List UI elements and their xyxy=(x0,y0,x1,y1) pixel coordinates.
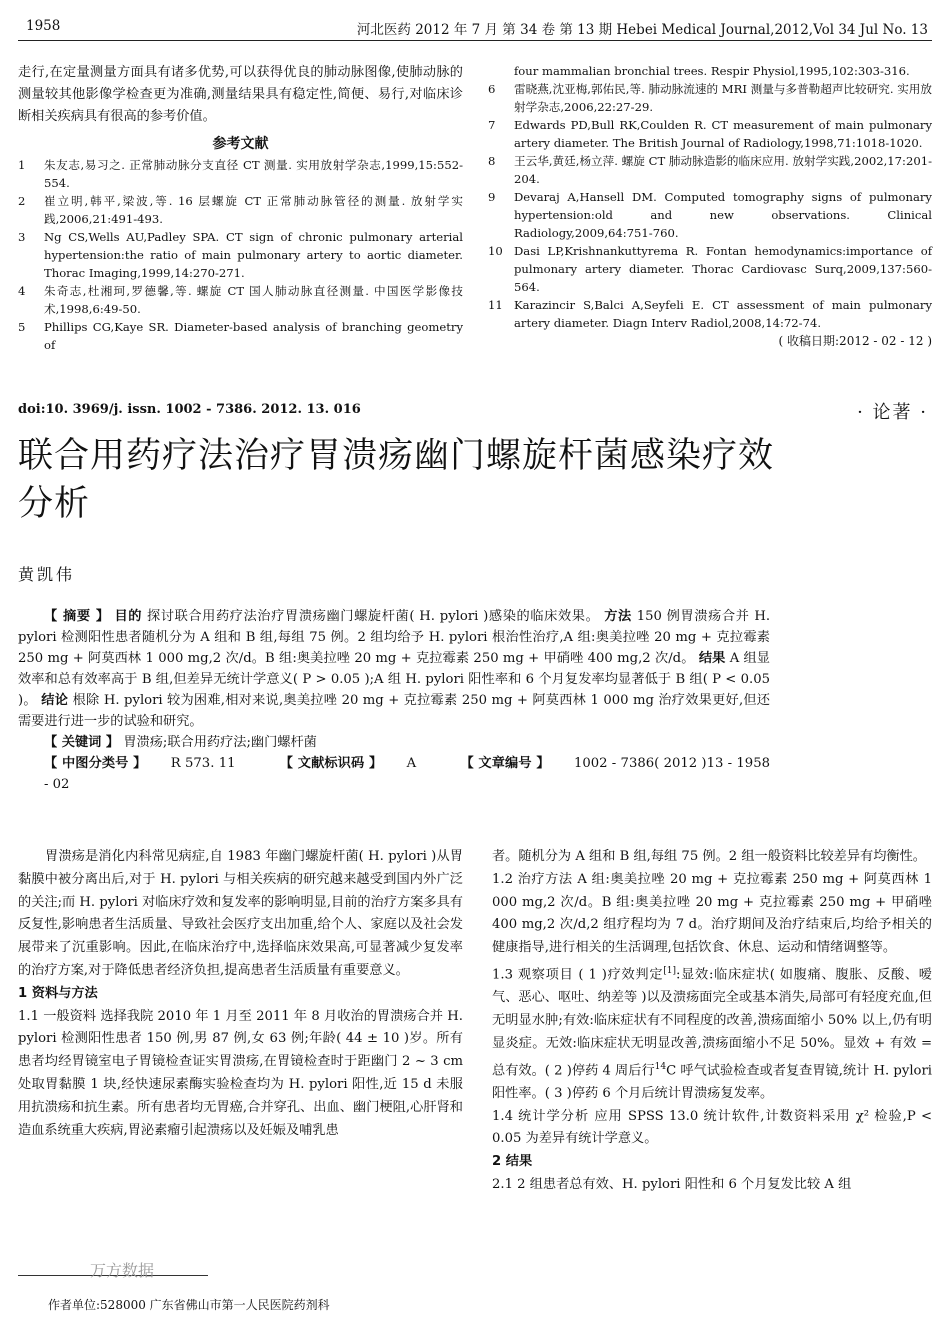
reference-item xyxy=(18,228,463,282)
classification-row xyxy=(18,753,770,795)
reference-number: 2 xyxy=(18,194,26,208)
article-title: 联合用药疗法治疗胃溃疡幽门螺旋杆菌感染疗效分析 xyxy=(18,436,775,524)
keywords-label: 【 关键词 】 xyxy=(44,735,120,750)
reference-number: 5 xyxy=(18,320,26,334)
clc-label: 【 中图分类号 】 xyxy=(44,756,147,771)
section-1-4-label: 1.4 统计学分析 xyxy=(492,1108,590,1124)
body-left-column xyxy=(18,846,463,1142)
reference-number: 11 xyxy=(488,298,503,312)
abstract xyxy=(18,606,770,795)
reference-list-left xyxy=(18,156,463,354)
section-1-1 xyxy=(18,1006,463,1143)
section-1-3-text-b: :显效:临床症状( 如腹痛、腹胀、反酸、嗳气、恶心、呕吐、纳差等 )以及溃疡面完全或基本消失,局部可有轻度充血,但无明显水肿;有效:临床症状有不同程度的改善,溃疡面缩小 50% 以上,仍有明显炎症。无效:临床症状无明显改善,溃疡面缩小不足 50%。显效 + 有效 = 总有效。( 2 )停药 4 周后行 xyxy=(492,967,932,1078)
abstract-label: 【 摘要 】 xyxy=(44,609,110,624)
author-affiliation-footnote: 作者单位:528000 广东省佛山市第一人民医院药剂科 xyxy=(48,1298,330,1312)
reference-item xyxy=(18,156,463,192)
reference-text: Devaraj A,Hansell DM. Computed tomography signs of pulmonary hypertension:old and new observations. Clinical Radiology,2009,64:751-760. xyxy=(514,190,932,240)
running-header xyxy=(18,12,932,41)
prev-article-left-column xyxy=(18,62,463,354)
reference-number: 9 xyxy=(488,190,496,204)
reference-item xyxy=(488,296,932,332)
section-1-2 xyxy=(492,869,932,960)
section-1-3-text-c: C 呼气试验检查或者复查胃镜,统计 H. pylori 阳性率。( 3 )停药 6 个月后统计胃溃疡复发率。 xyxy=(492,1062,933,1101)
reference-continuation: four mammalian bronchial trees. Respir Physiol,1995,102:303-316. xyxy=(514,64,910,78)
reference-item xyxy=(18,282,463,318)
doi: doi:10. 3969/j. issn. 1002 - 7386. 2012. 13. 016 xyxy=(18,402,361,417)
section-1-3 xyxy=(492,960,932,1106)
reference-item xyxy=(488,188,932,242)
objective-text: 探讨联合用药疗法治疗胃溃疡幽门螺旋杆菌( H. pylori )感染的临床效果。 xyxy=(146,609,600,624)
reference-number: 7 xyxy=(488,118,496,132)
reference-number: 6 xyxy=(488,82,496,96)
section-1-2-label: 1.2 治疗方法 xyxy=(492,871,573,887)
reference-text: 朱友志,易习之. 正常肺动脉分支直径 CT 测量. 实用放射学杂志,1999,15:552-554. xyxy=(44,158,463,190)
method-label: 方法 xyxy=(604,609,632,624)
result-text: A 组显效率和总有效率高于 B 组,但差异无统计学意义( P > 0.05 );A 组 H. pylori 阳性率和 6 个月复发率均显著低于 B 组( P < 0.05 )。 xyxy=(18,651,770,708)
reference-number: 10 xyxy=(488,244,503,258)
body-right-column xyxy=(492,846,932,1197)
prev-article-closing: 走行,在定量测量方面具有诸多优势,可以获得优良的肺动脉图像,使肺动脉的测量较其他影像学检查更为准确,测量结果具有稳定性,简便、易行,对临床诊断相关疾病具有很高的参考价值。 xyxy=(18,65,463,124)
clc-value: R 573. 11 xyxy=(170,756,236,771)
section-1-1-label: 1.1 一般资料 xyxy=(18,1008,97,1024)
prev-article-right-column xyxy=(488,62,932,350)
conclusion-text: 根除 H. pylori 较为困难,相对来说,奥美拉唑 20 mg + 克拉霉素 250 mg + 阿莫西林 1 000 mg 治疗效果更好,但还需要进行进一步的试验和研究。 xyxy=(18,693,770,729)
citation-ref: [1] xyxy=(663,965,676,976)
reference-text: 朱奇志,杜湘珂,罗德馨,等. 螺旋 CT 国人肺动脉直径测量. 中国医学影像技术,1998,6:49-50. xyxy=(44,284,463,316)
reference-text: Karazincir S,Balci A,Seyfeli E. CT assessment of main pulmonary artery diameter. Diagn Interv Radiol,2008,14:72-74. xyxy=(514,298,932,330)
reference-number: 8 xyxy=(488,154,496,168)
section-1-heading: 1 资料与方法 xyxy=(18,985,98,1001)
watermark: 万方数据 xyxy=(90,1261,155,1280)
reference-text: Phillips CG,Kaye SR. Diameter-based analysis of branching geometry of xyxy=(44,320,463,352)
reference-text: 崔立明,韩平,梁波,等. 16 层螺旋 CT 正常肺动脉管径的测量. 放射学实践,2006,21:491-493. xyxy=(44,194,463,226)
article-no-value: 1002 - 7386( 2012 )13 - 1958 - 02 xyxy=(44,756,770,792)
reference-item xyxy=(18,318,463,354)
reference-text: 王云华,黄廷,杨立萍. 螺旋 CT 肺动脉造影的临床应用. 放射学实践,2002,17:201-204. xyxy=(514,154,932,186)
section-tag: · 论著 · xyxy=(857,402,928,423)
article-no-label: 【 文章编号 】 xyxy=(460,756,550,771)
journal-info: 河北医药 2012 年 7 月 第 34 卷 第 13 期 Hebei Medical Journal,2012,Vol 34 Jul No. 13 xyxy=(356,22,928,38)
reference-item xyxy=(488,116,932,152)
section-2-1: 2.1 2 组患者总有效、H. pylori 阳性和 6 个月复发比较 A 组 xyxy=(492,1176,852,1192)
page-number: 1958 xyxy=(26,18,61,34)
section-2-heading: 2 结果 xyxy=(492,1154,533,1170)
doc-code-value: A xyxy=(406,756,417,771)
keywords-row xyxy=(18,732,770,753)
received-date: ( 收稿日期:2012 - 02 - 12 ) xyxy=(778,334,932,348)
reference-text: Ng CS,Wells AU,Padley SPA. CT sign of chronic pulmonary arterial hypertension:the ratio of main pulmonary artery to aortic diameter. Thorac Imaging,1999,14:270-271. xyxy=(44,230,463,280)
reference-text: Edwards PD,Bull RK,Coulden R. CT measurement of main pulmonary artery diameter. The British Journal of Radiology,1998,71:1018-1020. xyxy=(514,118,932,150)
reference-number: 3 xyxy=(18,230,26,244)
reference-item xyxy=(488,242,932,296)
reference-text: 雷晓燕,沈亚梅,郭佑民,等. 肺动脉流速的 MRI 测量与多普勒超声比较研究. 实用放射学杂志,2006,22:27-29. xyxy=(514,82,932,114)
reference-number: 4 xyxy=(18,284,26,298)
section-1-4-text: 应用 SPSS 13.0 统计软件,计数资料采用 χ² 检验,P < 0.05 为差异有统计学意义。 xyxy=(492,1108,932,1147)
section-1-1-continued: 者。随机分为 A 组和 B 组,每组 75 例。2 组一般资料比较差异有均衡性。 xyxy=(492,849,926,864)
author: 黄凯伟 xyxy=(18,565,76,584)
section-1-4 xyxy=(492,1106,932,1152)
section-1-2-text: A 组:奥美拉唑 20 mg + 克拉霉素 250 mg + 阿莫西林 1 000 mg,2 次/d。B 组:奥美拉唑 20 mg + 克拉霉素 250 mg + 甲硝唑 400 mg,2 次/d,2 组疗程均为 7 d。治疗期间及治疗结束后,均给予相关的健康指导,进行相关的生活调理,包括饮食、休息、运动和情绪调整等。 xyxy=(492,871,932,956)
reference-number: 1 xyxy=(18,158,26,172)
section-1-3-label: 1.3 观察项目 xyxy=(492,967,574,983)
section-1-1-text: 选择我院 2010 年 1 月至 2011 年 8 月收治的胃溃疡合并 H. pylori 检测阳性患者 150 例,男 87 例,女 63 例;年龄( 44 ± 10 )岁。所有患者均经胃镜室电子胃镜检查证实胃溃疡,在胃镜检查时于距幽门 2 ~ 3 cm 处取胃黏膜 1 块,经快速尿素酶实验检查均为 H. pylori 阳性,近 15 d 未服用抗溃疡和抗生素。所有患者均无胃癌,合并穿孔、出血、幽门梗阻,心肝肾和造血系统重大疾病,胃泌素瘤引起溃疡以及妊娠及哺乳患 xyxy=(18,1008,464,1138)
keywords: 胃溃疡;联合用药疗法;幽门螺杆菌 xyxy=(123,735,317,750)
reference-item xyxy=(18,192,463,228)
section-1-3-text-a: ( 1 )疗效判定 xyxy=(578,967,664,983)
reference-item xyxy=(488,80,932,116)
reference-item xyxy=(488,152,932,188)
doc-code-label: 【 文献标识码 】 xyxy=(279,756,383,771)
reference-list-right xyxy=(488,80,932,332)
reference-text: Dasi LP,Krishnankuttyrema R. Fontan hemodynamics:importance of pulmonary artery diameter. Thorac Cardiovasc Surq,2009,137:560-564. xyxy=(514,244,932,294)
conclusion-label: 结论 xyxy=(41,693,69,708)
method-text: 150 例胃溃疡合并 H. pylori 检测阳性患者随机分为 A 组和 B 组,每组 75 例。2 组均给予 H. pylori 根治性治疗,A 组:奥美拉唑 20 mg + 克拉霉素 250 mg + 阿莫西林 1 000 mg,2 次/d。B 组:奥美拉唑 20 mg + 克拉霉素 250 mg + 甲硝唑 400 mg,2 次/d。 xyxy=(18,609,771,666)
isotope-superscript: 14 xyxy=(654,1061,667,1072)
introduction: 胃溃疡是消化内科常见病症,自 1983 年幽门螺旋杆菌( H. pylori )从胃黏膜中被分离出后,对于 H. pylori 与相关疾病的研究越来越受到国内外广泛的关注;而 H. pylori 对临床疗效和复发率的影响明显,目前的治疗方案多具有反复性,影响患者生活质量、导致社会医疗支出加重,给个人、家庭以及社会发展带来了沉重影响。因此,在临床治疗中,选择临床效果高,可显著减少复发率的治疗方案,对于降低患者经济负担,提高患者生活质量有重要意义。 xyxy=(18,849,463,978)
references-title: 参考文献 xyxy=(212,136,269,152)
result-label: 结果 xyxy=(698,651,726,666)
objective-label: 目的 xyxy=(114,609,143,624)
